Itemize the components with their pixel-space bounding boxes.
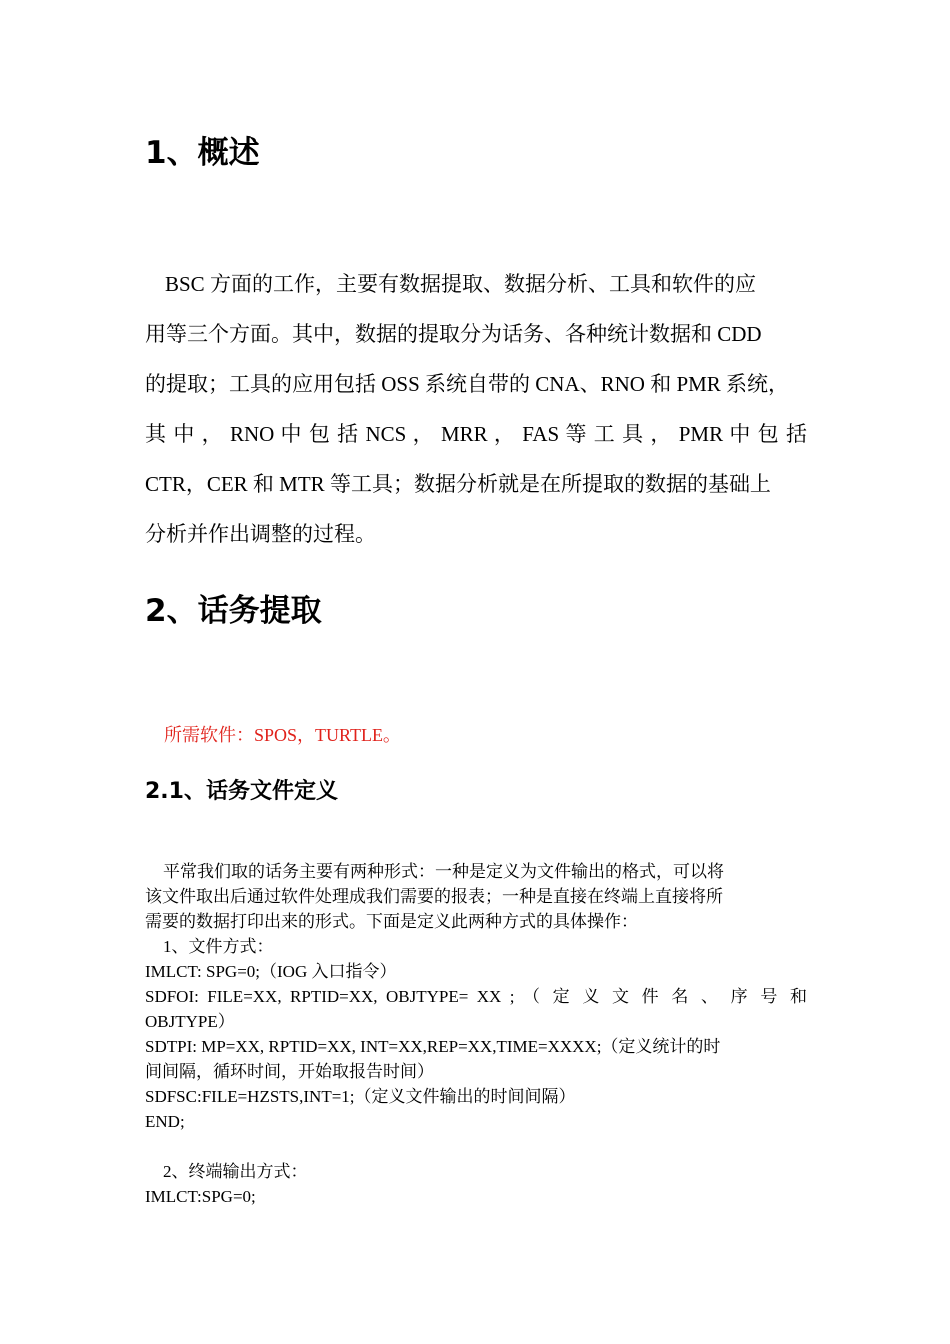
command-line: END; bbox=[145, 1112, 185, 1131]
section-2-heading: 2、话务提取 bbox=[145, 593, 322, 629]
command-line: IMLCT: SPG=0;（IOG 入口指令） bbox=[145, 962, 397, 981]
command-line: IMLCT:SPG=0; bbox=[145, 1187, 256, 1206]
section-2-1-body bbox=[145, 860, 807, 1210]
command-line: SDFSC:FILE=HZSTS,INT=1;（定义文件输出的时间间隔） bbox=[145, 1087, 576, 1106]
body-line: 该文件取出后通过软件处理成我们需要的报表；一种是直接在终端上直接将所 bbox=[145, 887, 723, 906]
body-line: 需要的数据打印出来的形式。下面是定义此两种方式的具体操作： bbox=[145, 912, 638, 931]
command-line: SDTPI: MP=XX, RPTID=XX, INT=XX,REP=XX,TIME=XXXX;（定义统计的时 bbox=[145, 1037, 721, 1056]
software-note: 所需软件：SPOS，TURTLE。 bbox=[164, 725, 401, 745]
paragraph-line: 用等三个方面。其中，数据的提取分为话务、各种统计数据和 CDD bbox=[145, 322, 762, 346]
paragraph-line: 的提取；工具的应用包括 OSS 系统自带的 CNA、RNO 和 PMR 系统， bbox=[145, 372, 790, 396]
section-1-paragraph bbox=[145, 269, 807, 569]
section-1-heading: 1、概述 bbox=[145, 135, 260, 171]
body-line: 1、文件方式： bbox=[163, 937, 274, 956]
paragraph-line: 其 中 ， RNO 中 包 括 NCS ， MRR ， FAS 等 工 具 ， PMR 中 包 括 bbox=[145, 422, 807, 446]
section-2-1-heading: 2.1、话务文件定义 bbox=[145, 779, 338, 804]
command-line: OBJTYPE） bbox=[145, 1012, 235, 1031]
body-line: 2、终端输出方式： bbox=[163, 1162, 308, 1181]
blank-line bbox=[145, 1135, 807, 1160]
command-line: 间间隔，循环时间，开始取报告时间） bbox=[145, 1062, 434, 1081]
paragraph-line: CTR，CER 和 MTR 等工具；数据分析就是在所提取的数据的基础上 bbox=[145, 472, 771, 496]
body-line: 平常我们取的话务主要有两种形式：一种是定义为文件输出的格式，可以将 bbox=[163, 862, 724, 881]
paragraph-line: 分析并作出调整的过程。 bbox=[145, 522, 376, 546]
command-line: SDFOI: FILE=XX, RPTID=XX, OBJTYPE= XX ; （ 定 义 文 件 名 、 序 号 和 bbox=[145, 987, 807, 1006]
paragraph-line: BSC 方面的工作，主要有数据提取、数据分析、工具和软件的应 bbox=[165, 272, 756, 296]
